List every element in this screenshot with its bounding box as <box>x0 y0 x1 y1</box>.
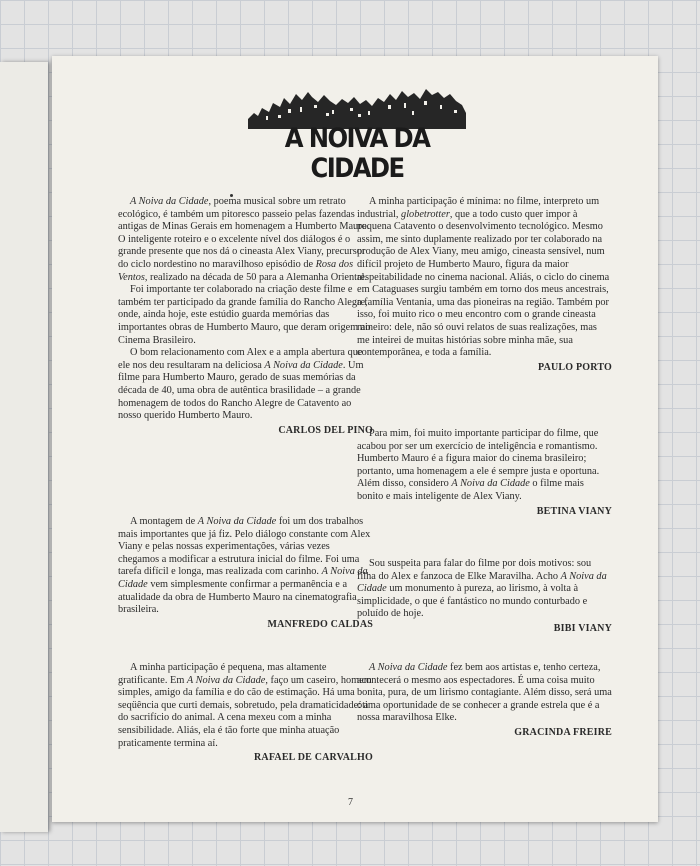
body-text: A minha participação é pequena, mas altamente gratificante. Em <box>118 662 327 686</box>
italic-title-text: A Noiva da Cidade <box>264 359 343 371</box>
body-text: um monumento à pureza, ao lirismo, à volta à simplicidade, o que é fantástico no mundo conturbado e poluído de hoje. <box>357 583 588 620</box>
body-text: o filme mais bonito e mais inteligente de Alex Viany. <box>357 478 584 502</box>
body-text: Para mim, foi muito importante participar do filme, que acabou por ser um exercício de inteligência e romantismo. Humberto Mauro é a figura maior do cinema brasileiro; portanto, uma homenagem a ele é sempre justa e oportuna. Além disso, considero <box>357 428 600 490</box>
title-text: A NOIVA DA CIDADE <box>284 123 430 184</box>
italic-title-text: A Noiva da Cidade <box>451 478 530 490</box>
paragraph <box>118 284 373 347</box>
italic-title-text: A Noiva da Cidade <box>369 662 448 673</box>
body-text: fez bem aos artistas e, tenho certeza, acontecerá o mesmo aos espectadores. É uma coisa muito bonita, pura, de um lirismo contagiante. Além disso, será uma ótima oportunidade de se conhecer a grande estrela que é a nossa maravilhosa Elke. <box>357 662 612 724</box>
body-text: foi um dos trabalhos mais importantes que já fiz. Pelo diálogo constante com Alex Viany e pelas nossas experimentações, várias vezes chegamos a modificar a estrutura inicial do filme. Foi uma tarefa difícil e longa, mas realizada com carinho. <box>118 516 371 578</box>
testimonial-block <box>357 662 612 740</box>
italic-title-text: A Noiva da Cidade <box>186 674 266 686</box>
body-text: O bom relacionamento com Alex e a ampla abertura que ele nos deu resultaram na deliciosa <box>118 347 363 371</box>
italic-title-text: A Noiva da Cidade <box>130 196 209 207</box>
author-signature: BIBI VIANY <box>553 622 612 634</box>
testimonial-block <box>118 662 373 765</box>
body-text: Foi importante ter colaborado na criação deste filme e também ter participado da grande família do Rancho Alegre, onde, ainda hoje, este estúdio guarda memórias das importantes obras de Humberto Mauro, que deram origem ao Cinema Brasileiro. <box>118 284 371 346</box>
author-signature: GRACINDA FREIRE <box>514 726 612 738</box>
italic-title-text: globetrotter <box>401 208 450 220</box>
body-text: , que a todo custo quer impor à pequena Catavento o desenvolvimento tecnológico. Mesmo assim, me sinto duplamente realizado por ter colaborado na produção de Alex Viany, meu amigo, cineasta sensível, num difícil projeto de Humberto Mauro, figura da maior respeitabilidade no cinema nacional. Aliás, o ciclo do cinema em Cataguases surgiu também em torno dos meus ancestrais, a família Ventania, uma das pioneiras na região. Também por isso, foi muito rico o meu encontro com o grande cineasta mineiro: dele, não só ouvi relatos de suas realizações, mas me inteirei de muitas histórias sobre minha mãe, sua contemporânea, e toda a família. <box>357 208 610 359</box>
author-signature: RAFAEL DE CARVALHO <box>253 752 373 764</box>
paragraph <box>357 662 612 725</box>
body-text: , poema musical sobre um retrato ecológico, é também um pitoresco passeio pelas fazendas antigas de Minas Gerais em homenagem a Humberto Mauro. O inteligente roteiro e o excelente nível dos diálogos é o grande presente que nos dá o cineasta Alex Viany, precursor do ciclo nordestino no maravilhoso episódio de <box>118 196 370 270</box>
facing-page-edge <box>0 62 48 832</box>
paragraph <box>357 428 612 504</box>
testimonial-block <box>118 196 373 437</box>
author-signature: MANFREDO CALDAS <box>267 618 373 630</box>
body-text: . Um filme para Humberto Mauro, gerado de suas memórias da década de 40, uma obra de autêntica brasilidade – a grande homenagem de todos do Rancho Alegre de Catavento ao nosso querido Humberto Mauro. <box>118 359 364 422</box>
body-text: , faço um caseiro, homem simples, amigo da família e do cão de estimação. Há uma seqüência que curti demais, sobretudo, pela dramaticidade: a do sacrifício do animal. A cena mexeu com a minha sensibilidade. Aliás, ela é tão forte que minha atuação praticamente termina aí. <box>118 674 372 749</box>
paragraph <box>357 558 612 621</box>
body-text: A montagem de <box>130 516 198 527</box>
body-text: vem simplesmente confirmar a permanência e a atualidade da obra de Humberto Mauro na cinematografia brasileira. <box>118 578 357 616</box>
paragraph <box>118 662 373 750</box>
italic-title-text: A Noiva da Cidade <box>197 516 277 527</box>
title-logo <box>242 83 472 184</box>
author-signature: BETINA VIANY <box>536 505 612 517</box>
author-signature: PAULO PORTO <box>538 361 612 373</box>
italic-title-text: A Noiva da Cidade <box>357 570 607 595</box>
author-signature: CARLOS DEL PINO <box>278 424 373 436</box>
paragraph <box>118 196 373 284</box>
page-number: 7 <box>348 797 353 808</box>
paragraph <box>118 516 373 617</box>
testimonial-block <box>357 558 612 636</box>
body-text: Sou suspeita para falar do filme por dois motivos: sou filha do Alex e fanzoca de Elke Maravilha. Acho <box>357 558 592 582</box>
body-text: , realizado na década de 50 para a Alemanha Oriental. <box>144 271 368 283</box>
italic-title-text: Rosa dos Ventos <box>118 258 354 283</box>
paragraph <box>118 347 373 423</box>
italic-title-text: A Noiva da Cidade <box>118 566 368 590</box>
paragraph <box>357 196 612 360</box>
testimonial-block <box>357 428 612 518</box>
magazine-page <box>52 56 658 822</box>
body-text: A minha participação é mínima: no filme, interpreto um industrial, <box>357 196 600 220</box>
testimonial-block <box>357 196 612 374</box>
testimonial-block <box>118 516 373 631</box>
